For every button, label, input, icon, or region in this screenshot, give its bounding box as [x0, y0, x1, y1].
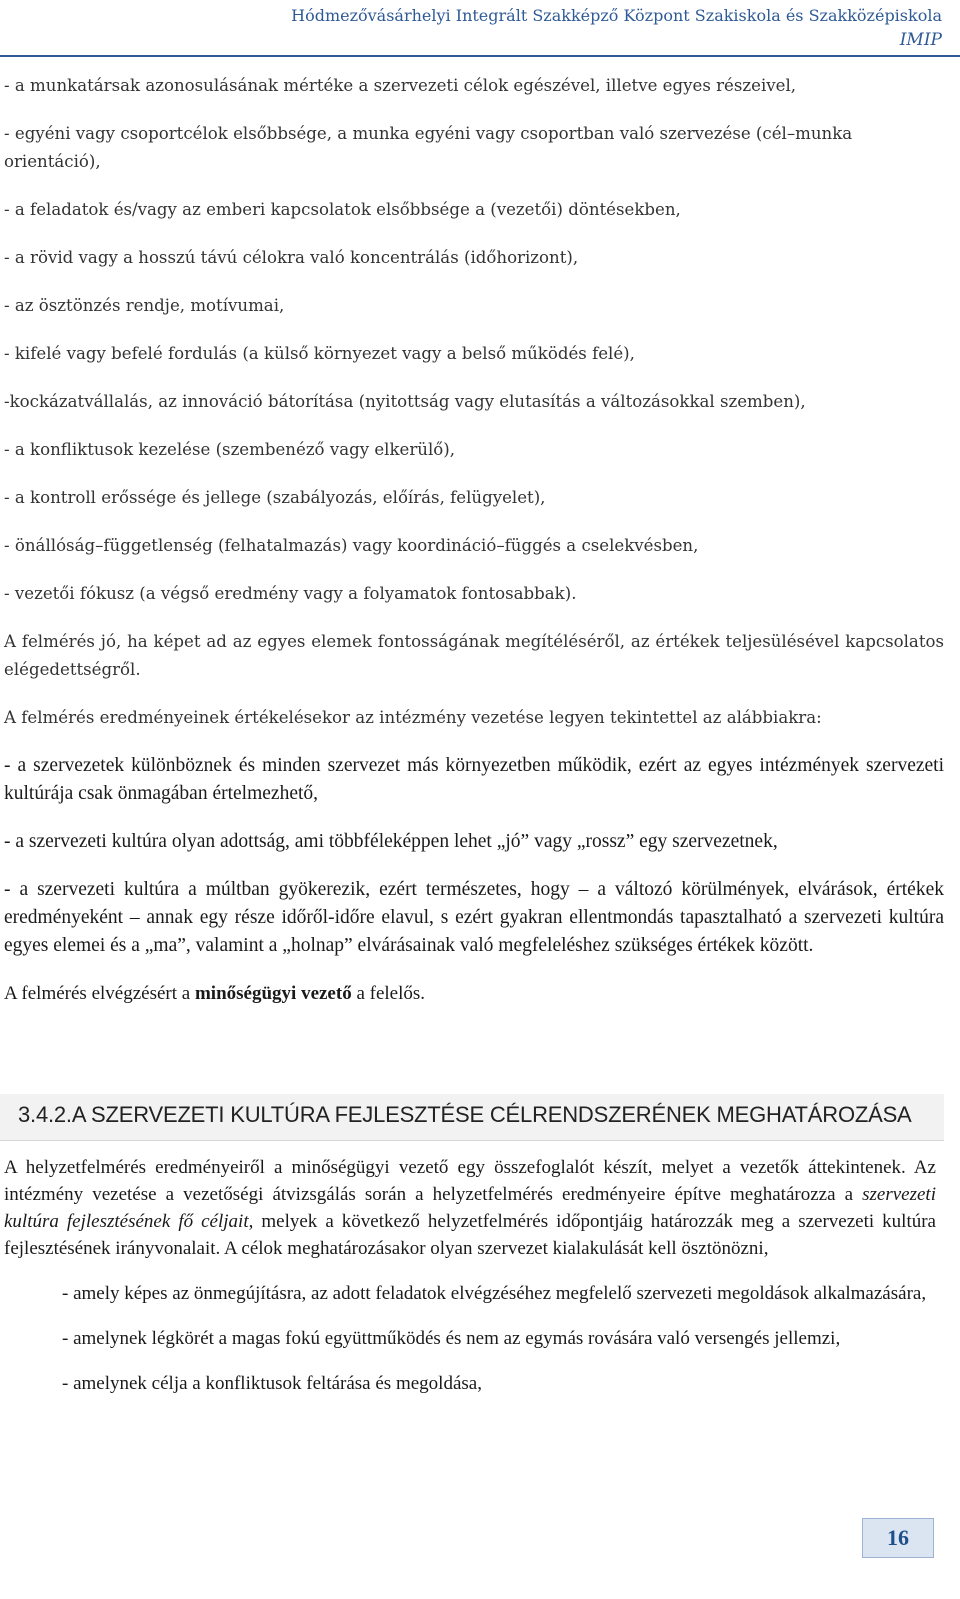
- list-item: - az ösztönzés rendje, motívumai,: [4, 296, 285, 315]
- responsible-role: minőségügyi vezető: [194, 983, 352, 1004]
- summary-after: , melyek a következő helyzetfelmérés időpontjáig határozzák meg a szervezeti kultúra fejlesztésének irányvonalait. A célok meghatározásakor olyan szervezet kialakulását kell ösztönözni,: [4, 1211, 936, 1259]
- header-divider: [0, 55, 960, 57]
- section-heading-text: 3.4.2.A SZERVEZETI KULTÚRA FEJLESZTÉSE CÉLRENDSZERÉNEK MEGHATÁROZÁSA: [18, 1102, 912, 1127]
- list-item: - egyéni vagy csoportcélok elsőbbsége, a munka egyéni vagy csoportban való szervezése (cél–munka orientáció),: [4, 124, 853, 171]
- responsible-paragraph: [4, 980, 944, 1008]
- list-item: - vezetői fókusz (a végső eredmény vagy a folyamatok fontosabbak).: [4, 584, 577, 603]
- list-item: - amelynek légkörét a magas fokú együttműködés és nem az egymás rovására való versengés jellemzi,: [62, 1328, 841, 1349]
- list-item: - a munkatársak azonosulásának mértéke a szervezeti célok egészével, illetve egyes részeivel,: [4, 76, 797, 95]
- list-item: - amelynek célja a konfliktusok feltárása és megoldása,: [62, 1373, 482, 1394]
- list-item: - kifelé vagy befelé fordulás (a külső környezet vagy a belső működés felé),: [4, 344, 635, 363]
- responsible-after: a felelős.: [351, 983, 426, 1004]
- page-header: [0, 0, 960, 58]
- header-abbr: IMIP: [899, 30, 942, 50]
- list-item: - a szervezetek különböznek és minden szervezet más környezetben működik, ezért az egyes intézmények szervezeti kultúrája csak önmagában értelmezhető,: [4, 755, 944, 804]
- list-item: - a szervezeti kultúra olyan adottság, ami többféleképpen lehet „jó” vagy „rossz” egy szervezetnek,: [4, 831, 778, 852]
- section-content: [4, 1154, 936, 1415]
- list-item: - a szervezeti kultúra a múltban gyökerezik, ezért természetes, hogy – a változó körülmények, elvárások, értékek eredményeként – annak egy része időről-időre elavul, s ezért gyakran ellentmondás tapasztalható a szervezeti kultúra egyes elemei és a „ma”, valamint a „holnap” elvárásainak való megfeleléshez szükséges értékek között.: [4, 879, 944, 956]
- list-item: - a kontroll erőssége és jellege (szabályozás, előírás, felügyelet),: [4, 488, 546, 507]
- main-content: [4, 72, 944, 1028]
- list-item: - a rövid vagy a hosszú távú célokra való koncentrálás (időhorizont),: [4, 248, 579, 267]
- list-item: - a konfliktusok kezelése (szembenéző vagy elkerülő),: [4, 440, 456, 459]
- list-item: - a feladatok és/vagy az emberi kapcsolatok elsőbbsége a (vezetői) döntésekben,: [4, 200, 681, 219]
- list-item: - amely képes az önmegújításra, az adott feladatok elvégzéséhez megfelelő szervezeti megoldások alkalmazására,: [62, 1283, 927, 1304]
- section-heading: [0, 1094, 944, 1141]
- responsible-before: A felmérés elvégzésért a: [4, 983, 195, 1004]
- list-item: -kockázatvállalás, az innováció bátorítása (nyitottság vagy elutasítás a változásokkal szemben),: [4, 392, 806, 411]
- assessment-paragraph: A felmérés jó, ha képet ad az egyes elemek fontosságának megítéléséről, az értékek teljesülésével kapcsolatos elégedettségről.: [4, 632, 944, 679]
- evaluation-paragraph: A felmérés eredményeinek értékelésekor az intézmény vezetése legyen tekintettel az alábbiakra:: [4, 708, 822, 727]
- summary-italic: szervezeti kultúra fejlesztésének fő céljait: [4, 1184, 936, 1232]
- header-institution: Hódmezővásárhelyi Integrált Szakképző Központ Szakiskola és Szakközépiskola: [291, 6, 942, 25]
- summary-paragraph: [4, 1154, 936, 1262]
- summary-before: A helyzetfelmérés eredményeiről a minőségügyi vezető egy összefoglalót készít, melyet a vezetők áttekintenek. Az intézmény vezetése a vezetőségi átvizsgálás során a helyzetfelmérés eredményeire építve meghatározza a: [4, 1157, 936, 1205]
- page-number: 16: [862, 1518, 934, 1558]
- list-item: - önállóság–függetlenség (felhatalmazás) vagy koordináció–függés a cselekvésben,: [4, 536, 699, 555]
